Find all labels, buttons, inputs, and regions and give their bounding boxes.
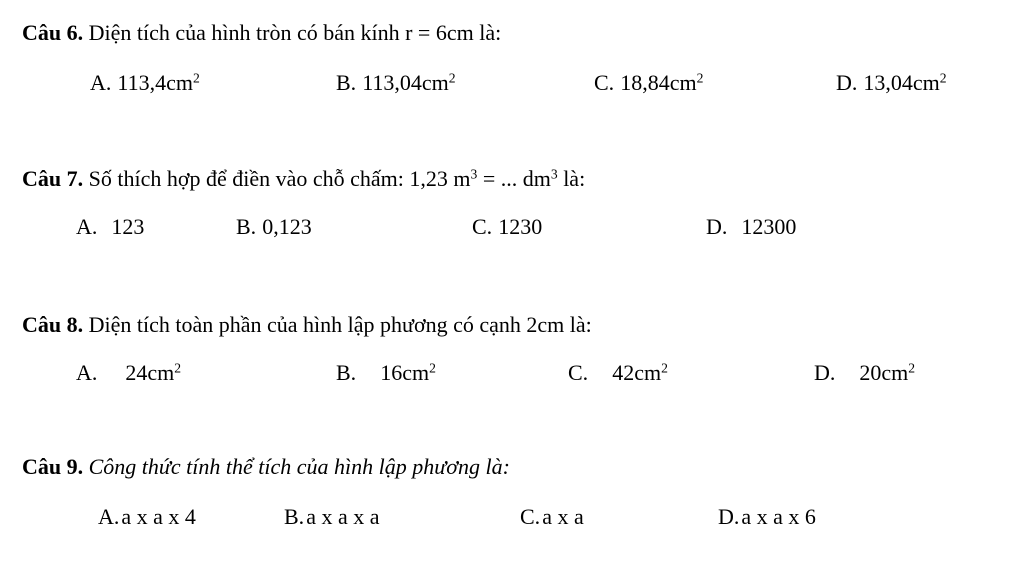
option-letter: C. <box>568 360 589 385</box>
option-value: 113,04cm <box>362 70 449 95</box>
question-number: Câu 8. <box>22 312 84 337</box>
option-6-b[interactable] <box>336 72 456 94</box>
question-text: Công thức tính thể tích của hình lập phương là: <box>88 454 510 479</box>
option-6-d[interactable] <box>836 72 947 94</box>
option-7-b[interactable] <box>236 216 312 238</box>
question-number: Câu 6. <box>22 20 84 45</box>
option-letter: C. <box>472 214 493 239</box>
option-value: 20cm <box>859 360 909 385</box>
option-value: 24cm <box>125 360 175 385</box>
option-letter: B. <box>336 360 357 385</box>
option-letter: D. <box>814 360 836 385</box>
exponent: 3 <box>470 166 478 182</box>
option-8-c[interactable] <box>568 362 668 384</box>
option-value: a x a <box>542 504 584 529</box>
option-letter: D. <box>706 214 728 239</box>
option-value: 18,84cm <box>620 70 697 95</box>
option-letter: A. <box>76 214 98 239</box>
option-7-d[interactable] <box>706 216 796 238</box>
option-exponent: 2 <box>174 360 182 376</box>
option-letter: B. <box>336 70 357 95</box>
option-letter: A. <box>98 504 120 529</box>
option-8-b[interactable] <box>336 362 436 384</box>
option-value: 123 <box>111 214 145 239</box>
option-exponent: 2 <box>429 360 436 376</box>
option-8-a[interactable] <box>76 362 181 384</box>
option-letter: A. <box>90 70 112 95</box>
option-value: a x a x 6 <box>741 504 816 529</box>
option-exponent: 2 <box>661 360 668 376</box>
option-letter: C. <box>594 70 615 95</box>
option-9-c[interactable] <box>520 506 584 528</box>
question-number: Câu 9. <box>22 454 84 479</box>
option-exponent: 2 <box>939 70 947 86</box>
option-exponent: 2 <box>908 360 916 376</box>
option-exponent: 2 <box>696 70 704 86</box>
question-text: Số thích hợp để điền vào chỗ chấm: 1,23 $m^3$ = ... $dm^3$ là: <box>88 166 586 191</box>
question-text: Diện tích toàn phần của hình lập phương có cạnh 2cm là: <box>88 312 592 337</box>
option-value: 12300 <box>741 214 797 239</box>
option-letter: D. <box>836 70 858 95</box>
option-value: a x a x 4 <box>121 504 196 529</box>
option-7-a[interactable] <box>76 216 144 238</box>
option-7-c[interactable] <box>472 216 542 238</box>
option-value: 13,04cm <box>863 70 940 95</box>
option-exponent: 2 <box>192 70 200 86</box>
option-letter: B. <box>236 214 257 239</box>
option-letter: B. <box>284 504 305 529</box>
option-9-d[interactable] <box>718 506 816 528</box>
option-letter: A. <box>76 360 98 385</box>
question-7 <box>22 168 585 190</box>
exponent: 3 <box>550 166 558 182</box>
question-number: Câu 7. <box>22 166 84 191</box>
option-letter: D. <box>718 504 740 529</box>
option-value: 42cm <box>612 360 662 385</box>
option-9-a[interactable] <box>98 506 196 528</box>
option-letter: C. <box>520 504 541 529</box>
option-value: 113,4cm <box>117 70 193 95</box>
question-text: Diện tích của hình tròn có bán kính r = 6cm là: <box>88 20 502 45</box>
option-value: 0,123 <box>262 214 312 239</box>
option-value: 16cm <box>380 360 430 385</box>
option-value: a x a x a <box>306 504 380 529</box>
option-6-a[interactable] <box>90 72 200 94</box>
option-8-d[interactable] <box>814 362 915 384</box>
option-6-c[interactable] <box>594 72 703 94</box>
option-9-b[interactable] <box>284 506 379 528</box>
question-8 <box>22 314 592 336</box>
question-6 <box>22 22 501 44</box>
option-value: 1230 <box>498 214 543 239</box>
question-9 <box>22 456 510 478</box>
option-exponent: 2 <box>448 70 456 86</box>
